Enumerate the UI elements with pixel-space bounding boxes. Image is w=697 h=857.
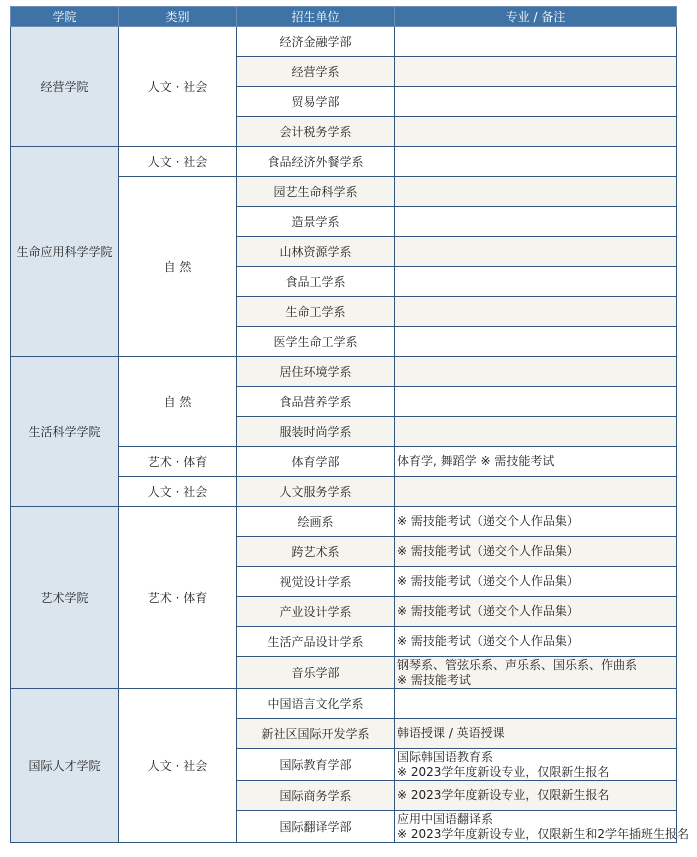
category-cell: 人文 · 社会 [119, 147, 237, 177]
unit-cell: 造景学系 [237, 207, 395, 237]
unit-cell: 国际商务学系 [237, 781, 395, 811]
table-row [11, 357, 677, 387]
unit-cell: 食品经济外餐学系 [237, 147, 395, 177]
table-row [11, 507, 677, 537]
header-notes: 专业 / 备注 [395, 7, 677, 27]
unit-cell: 会计税务学系 [237, 117, 395, 147]
note-cell: 体育学, 舞蹈学 ※ 需技能考试 [395, 447, 677, 477]
note-cell [395, 177, 677, 207]
note-cell: ※ 需技能考试（递交个人作品集） [395, 507, 677, 537]
note-cell [395, 207, 677, 237]
note-cell [395, 417, 677, 447]
unit-cell: 生活产品设计学系 [237, 627, 395, 657]
note-cell: 应用中国语翻译系 ※ 2023学年度新设专业，仅限新生和2学年插班生报名 [395, 811, 677, 843]
unit-cell: 视觉设计学系 [237, 567, 395, 597]
header-category: 类别 [119, 7, 237, 27]
unit-cell: 服装时尚学系 [237, 417, 395, 447]
college-cell: 生活科学学院 [11, 357, 119, 507]
unit-cell: 经营学系 [237, 57, 395, 87]
header-unit: 招生单位 [237, 7, 395, 27]
category-cell: 人文 · 社会 [119, 27, 237, 147]
unit-cell: 园艺生命科学系 [237, 177, 395, 207]
admissions-table [10, 6, 690, 843]
unit-cell: 体育学部 [237, 447, 395, 477]
note-cell: ※ 需技能考试（递交个人作品集） [395, 537, 677, 567]
college-cell: 经营学院 [11, 27, 119, 147]
note-cell [395, 477, 677, 507]
unit-cell: 医学生命工学系 [237, 327, 395, 357]
table-row [11, 689, 677, 719]
college-cell: 国际人才学院 [11, 689, 119, 843]
note-cell: ※ 2023学年度新设专业，仅限新生报名 [395, 781, 677, 811]
unit-cell: 中国语言文化学系 [237, 689, 395, 719]
note-cell [395, 689, 677, 719]
note-cell [395, 357, 677, 387]
category-cell: 自 然 [119, 357, 237, 447]
note-cell: ※ 需技能考试（递交个人作品集） [395, 627, 677, 657]
note-cell: 国际韩国语教育系 ※ 2023学年度新设专业，仅限新生报名 [395, 749, 677, 781]
unit-cell: 国际教育学部 [237, 749, 395, 781]
category-cell: 人文 · 社会 [119, 689, 237, 843]
note-cell [395, 237, 677, 267]
unit-cell: 绘画系 [237, 507, 395, 537]
unit-cell: 居住环境学系 [237, 357, 395, 387]
category-cell: 人文 · 社会 [119, 477, 237, 507]
table-header-row [11, 7, 677, 27]
table-row [11, 27, 677, 57]
unit-cell: 人文服务学系 [237, 477, 395, 507]
college-cell: 生命应用科学学院 [11, 147, 119, 357]
note-cell [395, 267, 677, 297]
note-cell: ※ 需技能考试（递交个人作品集） [395, 597, 677, 627]
note-cell [395, 57, 677, 87]
note-cell [395, 117, 677, 147]
note-cell [395, 387, 677, 417]
category-cell: 艺术 · 体育 [119, 447, 237, 477]
unit-cell: 食品工学系 [237, 267, 395, 297]
note-cell: ※ 需技能考试（递交个人作品集） [395, 567, 677, 597]
unit-cell: 产业设计学系 [237, 597, 395, 627]
category-cell: 自 然 [119, 177, 237, 357]
note-cell [395, 27, 677, 57]
header-college: 学院 [11, 7, 119, 27]
unit-cell: 新社区国际开发学系 [237, 719, 395, 749]
unit-cell: 音乐学部 [237, 657, 395, 689]
category-cell: 艺术 · 体育 [119, 507, 237, 689]
unit-cell: 生命工学系 [237, 297, 395, 327]
unit-cell: 经济金融学部 [237, 27, 395, 57]
note-cell [395, 297, 677, 327]
note-cell [395, 147, 677, 177]
unit-cell: 食品营养学系 [237, 387, 395, 417]
note-cell: 韩语授课 / 英语授课 [395, 719, 677, 749]
note-cell [395, 327, 677, 357]
note-cell [395, 87, 677, 117]
table-row [11, 147, 677, 177]
unit-cell: 贸易学部 [237, 87, 395, 117]
unit-cell: 山林资源学系 [237, 237, 395, 267]
college-cell: 艺术学院 [11, 507, 119, 689]
unit-cell: 国际翻译学部 [237, 811, 395, 843]
note-cell: 钢琴系、管弦乐系、声乐系、国乐系、作曲系 ※ 需技能考试 [395, 657, 677, 689]
unit-cell: 跨艺术系 [237, 537, 395, 567]
